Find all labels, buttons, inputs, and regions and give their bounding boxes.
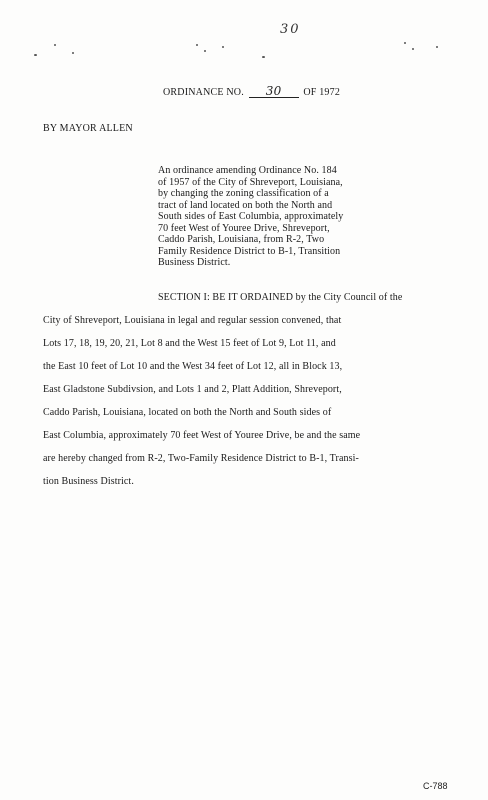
section-line: are hereby changed from R-2, Two-Family Residence District to B-1, Transi- [43,453,359,464]
handwritten-ordinance-number: 30 [280,22,301,37]
section-one-text [43,292,463,499]
scan-speck [54,44,56,46]
scan-speck [34,54,37,56]
summary-line: Caddo Parish, Louisiana, from R-2, Two [158,234,325,245]
scan-speck [262,56,265,58]
section-line: Lots 17, 18, 19, 20, 21, Lot 8 and the West 15 feet of Lot 9, Lot 11, and [43,338,336,349]
summary-line: 70 feet West of Youree Drive, Shreveport, [158,222,330,234]
scan-speck [412,48,414,50]
scan-speck [72,52,74,54]
summary-line: South sides of East Columbia, approximately [158,211,344,222]
scan-speck [204,50,206,52]
ordinance-summary [158,165,398,269]
section-line: Caddo Parish, Louisiana, located on both the North and South sides of [43,407,332,418]
section-line: East Gladstone Subdivsion, and Lots 1 and 2, Platt Addition, Shreveport, [43,384,342,395]
section-line: East Columbia, approximately 70 feet West of Youree Drive, be and the same [43,430,361,441]
summary-line: Family Residence District to B-1, Transition [158,245,341,257]
ordinance-author: BY MAYOR ALLEN [43,123,133,134]
summary-line: tract of land located on both the North and [158,199,333,211]
ordinance-title [163,86,340,98]
ordinance-title-suffix: OF 1972 [303,87,341,98]
section-line: SECTION I: BE IT ORDAINED by the City Council of the [158,292,403,303]
section-line: tion Business District. [43,476,134,487]
scan-speck [404,42,406,44]
scan-speck [196,44,198,46]
ordinance-title-prefix: ORDINANCE NO. [163,87,244,98]
section-line: City of Shreveport, Louisiana in legal and regular session convened, that [43,315,342,326]
summary-line: of 1957 of the City of Shreveport, Louisiana, [158,176,343,188]
summary-line: An ordinance amending Ordinance No. 184 [158,165,337,176]
summary-line: Business District. [158,257,231,268]
scan-speck [222,46,224,48]
summary-line: by changing the zoning classification of a [158,188,329,199]
page-code: C-788 [423,781,448,791]
section-line: the East 10 feet of Lot 10 and the West 34 feet of Lot 12, all in Block 13, [43,361,343,372]
scan-speck [436,46,438,48]
ordinance-number: 30 [249,86,299,98]
